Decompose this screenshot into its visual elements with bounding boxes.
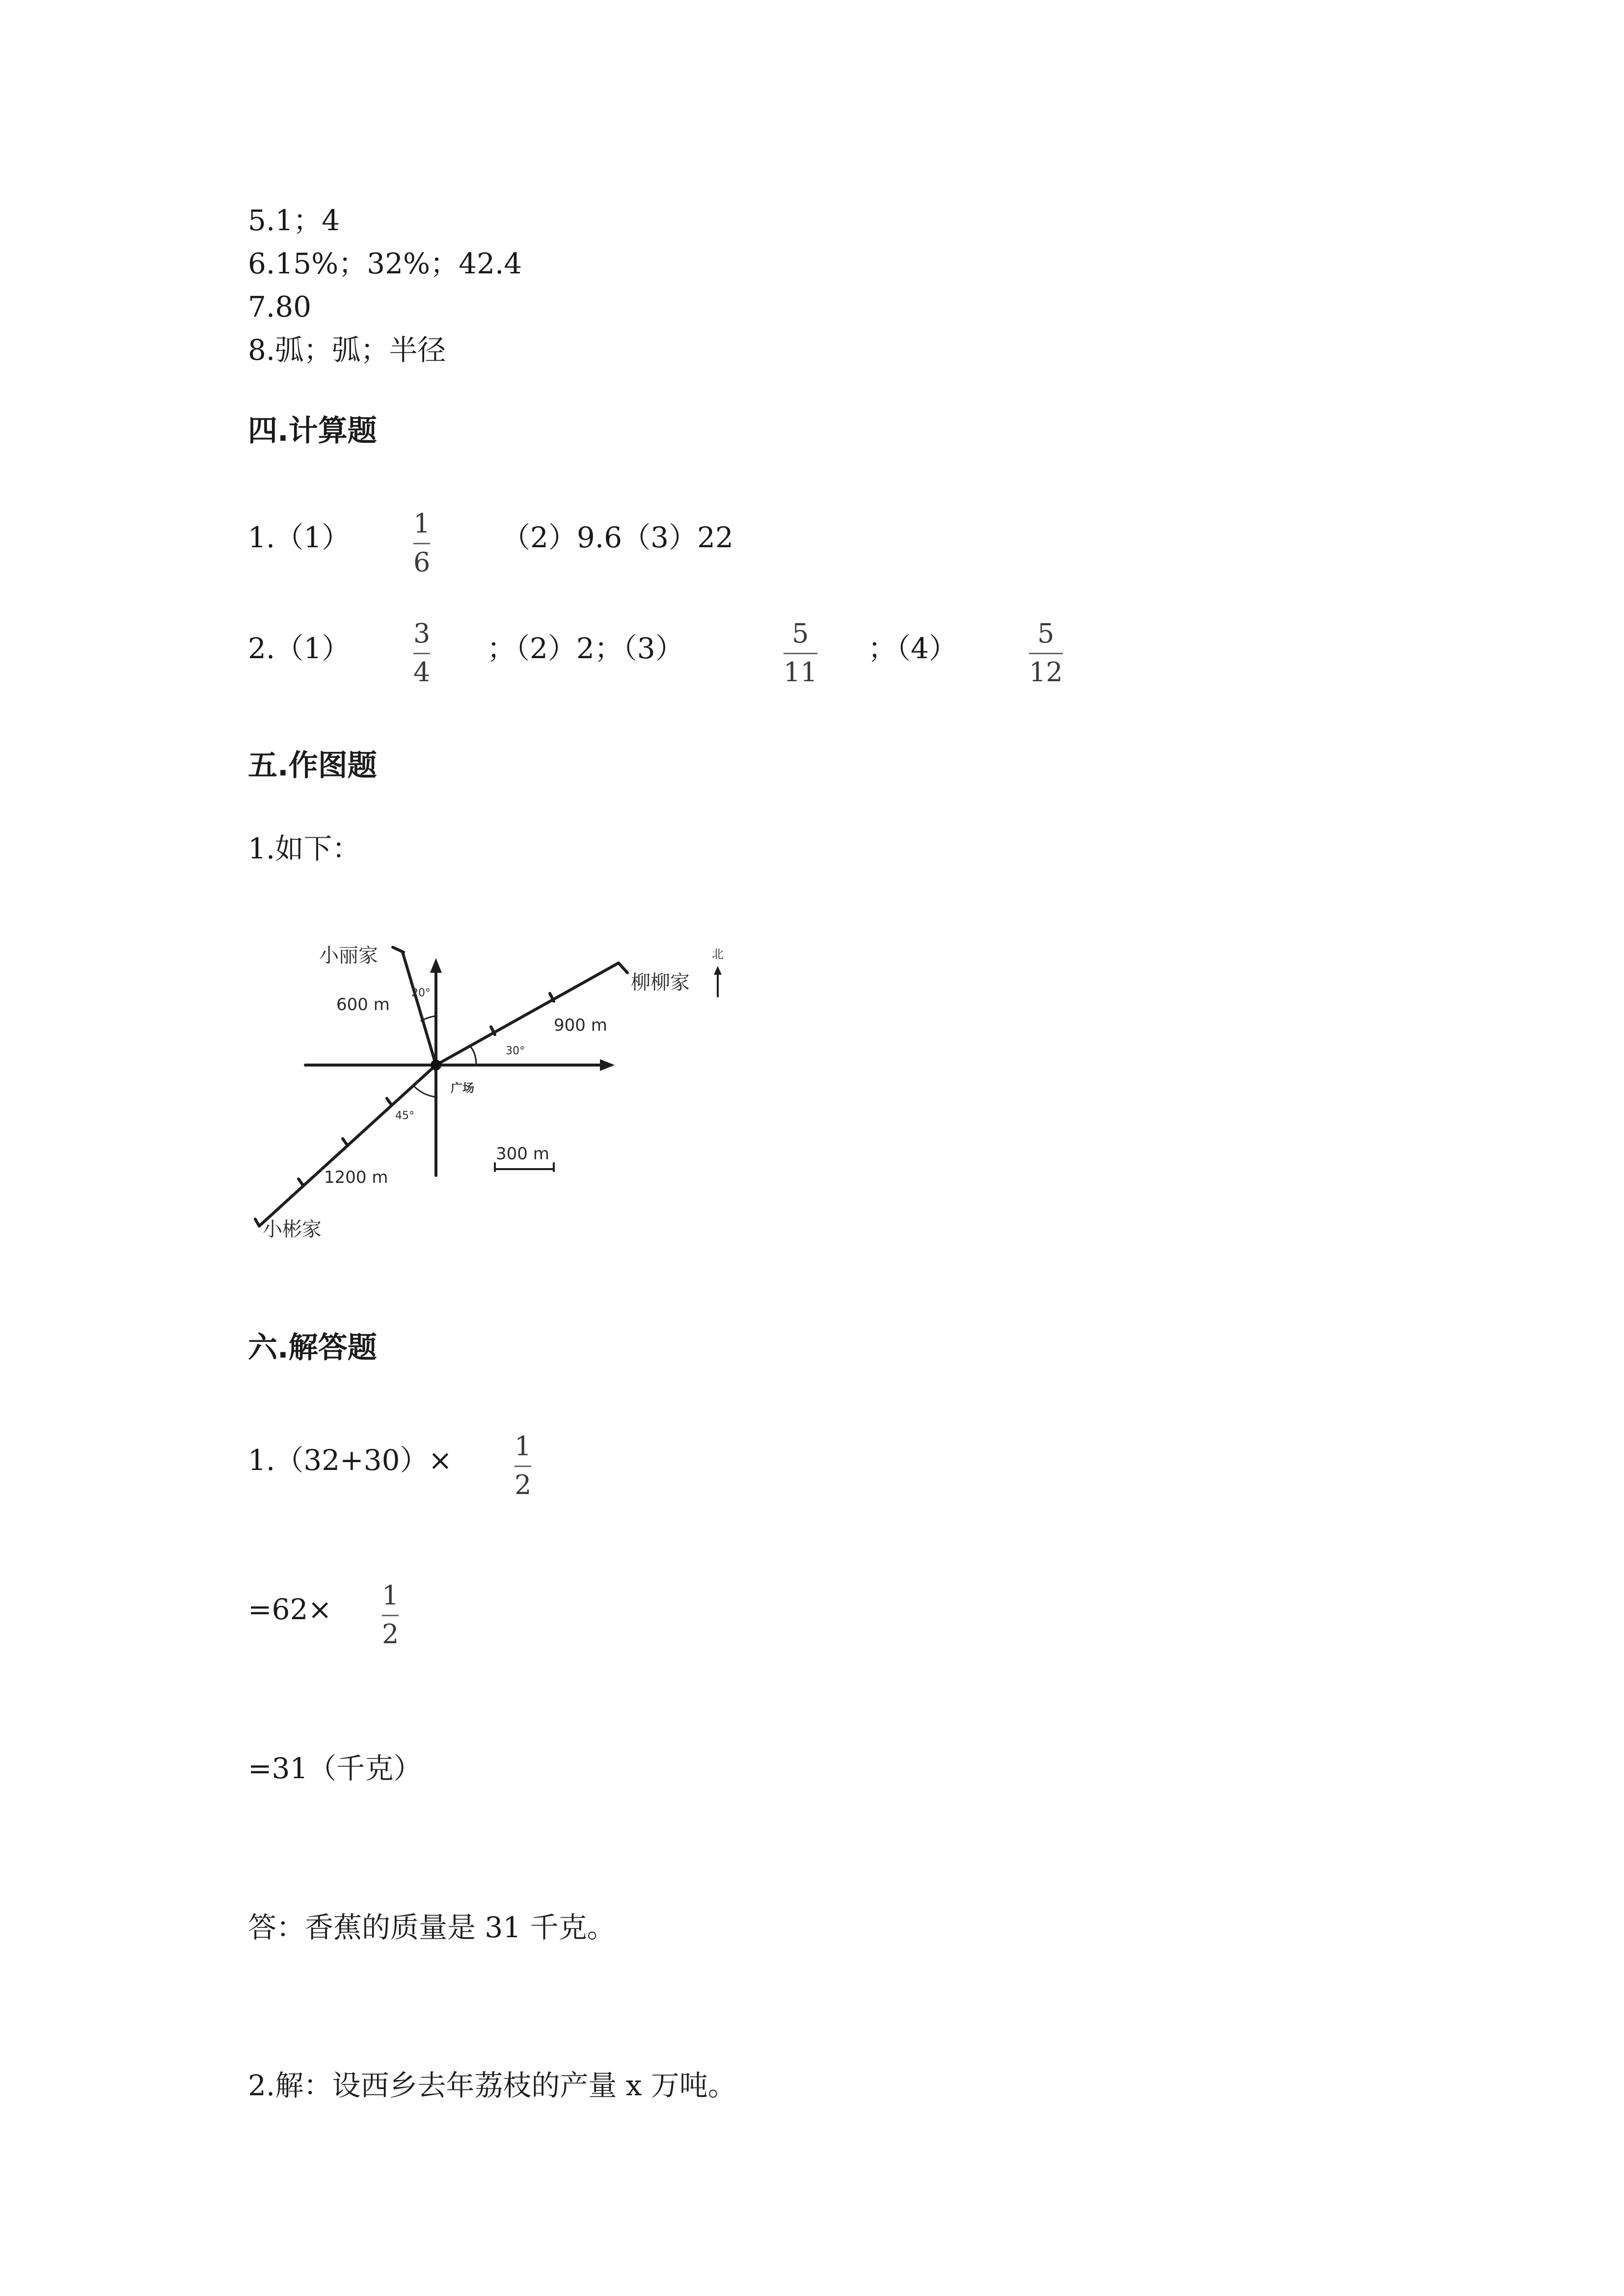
line-to-xiaoli bbox=[403, 952, 436, 1065]
fraction-bar bbox=[514, 1466, 531, 1467]
drawing-q1-label: 1.如下： bbox=[248, 832, 361, 865]
solution-q1-line2-fraction bbox=[382, 1582, 399, 1648]
fraction-bar bbox=[1029, 653, 1063, 654]
label-distance-600: 600 m bbox=[336, 995, 390, 1015]
fraction-numerator: 1 bbox=[382, 1580, 399, 1611]
label-xiaoli: 小丽家 bbox=[319, 944, 378, 967]
section-heading-calculation: 四.计算题 bbox=[248, 414, 377, 448]
calc-q1-fraction bbox=[413, 510, 430, 576]
solution-q1-line3: =31（千克） bbox=[248, 1752, 422, 1785]
line-to-liuliu bbox=[436, 963, 619, 1065]
fraction-denominator: 6 bbox=[413, 547, 431, 578]
fraction-numerator: 5 bbox=[792, 618, 809, 649]
endpoint-tick-liuliu bbox=[619, 963, 627, 973]
label-north: 北 bbox=[712, 947, 724, 961]
calc-q2-mid-1: ；（2）2；（3） bbox=[487, 632, 684, 665]
answer-q5: 5.1；4 bbox=[248, 204, 340, 237]
plaza-point bbox=[431, 1060, 441, 1070]
label-liuliu: 柳柳家 bbox=[631, 971, 690, 994]
label-distance-900: 900 m bbox=[554, 1015, 607, 1035]
fraction-numerator: 3 bbox=[413, 618, 431, 649]
calc-q2-fraction-2 bbox=[784, 620, 817, 686]
solution-q1-line2: =62× bbox=[248, 1593, 332, 1626]
label-angle-45: 45° bbox=[395, 1110, 414, 1122]
north-indicator-arrowhead bbox=[714, 966, 722, 975]
fraction-denominator: 2 bbox=[514, 1469, 532, 1500]
fraction-bar bbox=[413, 543, 430, 544]
fraction-numerator: 5 bbox=[1037, 618, 1055, 649]
direction-distance-diagram bbox=[245, 923, 746, 1266]
solution-q1-line1: 1.（32+30）× bbox=[248, 1443, 453, 1477]
calc-q2-prefix: 2.（1） bbox=[248, 632, 351, 665]
scale-tick bbox=[298, 1179, 303, 1186]
calc-q1-prefix: 1.（1） bbox=[248, 521, 351, 554]
label-plaza: 广场 bbox=[451, 1081, 474, 1095]
north-arrowhead bbox=[430, 958, 442, 973]
fraction-numerator: 1 bbox=[514, 1431, 532, 1462]
label-scale: 300 m bbox=[496, 1144, 549, 1164]
fraction-bar bbox=[382, 1615, 399, 1616]
fraction-numerator: 1 bbox=[413, 508, 431, 539]
fraction-denominator: 11 bbox=[784, 657, 817, 688]
label-angle-20: 20° bbox=[411, 987, 431, 999]
scale-tick bbox=[387, 1098, 392, 1105]
calc-q1-rest: （2）9.6（3）22 bbox=[502, 521, 733, 554]
solution-q1-answer: 答：香蕉的质量是 31 千克。 bbox=[248, 1911, 616, 1944]
fraction-denominator: 2 bbox=[382, 1619, 399, 1650]
fraction-denominator: 4 bbox=[413, 657, 431, 688]
endpoint-tick-xiaobin bbox=[255, 1219, 259, 1226]
answer-q8: 8.弧；弧；半径 bbox=[248, 333, 446, 367]
label-distance-1200: 1200 m bbox=[324, 1168, 388, 1187]
scale-tick bbox=[343, 1139, 348, 1146]
angle-arc-45 bbox=[413, 1086, 436, 1097]
calc-q2-fraction-3 bbox=[1029, 620, 1063, 686]
angle-arc-30 bbox=[470, 1046, 476, 1065]
fraction-bar bbox=[784, 653, 817, 654]
answer-q6: 6.15%；32%；42.4 bbox=[248, 247, 522, 280]
label-xiaobin: 小彬家 bbox=[263, 1218, 322, 1241]
fraction-denominator: 12 bbox=[1029, 657, 1063, 688]
solution-q1-line1-fraction bbox=[514, 1433, 531, 1498]
calc-q2-fraction-1 bbox=[413, 620, 430, 686]
fraction-bar bbox=[413, 653, 430, 654]
solution-q2-line1: 2.解：设西乡去年荔枝的产量 x 万吨。 bbox=[248, 2069, 736, 2102]
endpoint-tick-xiaoli bbox=[393, 947, 404, 952]
calc-q2-mid-2: ；（4） bbox=[868, 632, 957, 665]
answer-q7: 7.80 bbox=[248, 290, 312, 323]
east-arrowhead bbox=[600, 1059, 615, 1071]
section-heading-drawing: 五.作图题 bbox=[248, 748, 377, 783]
section-heading-word-problems: 六.解答题 bbox=[248, 1331, 377, 1365]
label-angle-30: 30° bbox=[506, 1045, 525, 1057]
